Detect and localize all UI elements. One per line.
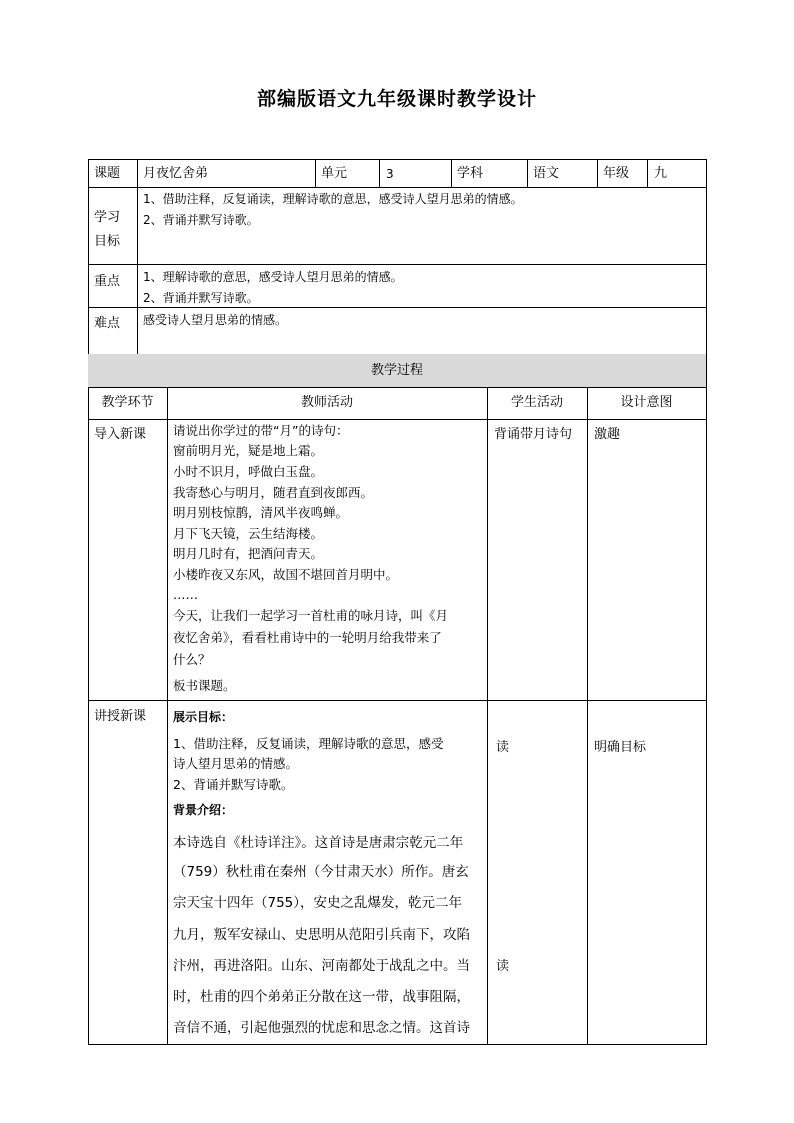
- unit-value: 3: [386, 167, 394, 181]
- teacher-line: 月下飞天镜，云生结海楼。: [173, 526, 324, 541]
- table-rule: [88, 264, 707, 265]
- lesson-student: 读: [496, 740, 510, 755]
- table-rule: [88, 387, 707, 388]
- teacher-line: 请说出你学过的带“月”的诗句：: [173, 423, 349, 438]
- topic-value: 月夜忆舍弟: [143, 166, 209, 181]
- background-title: 背景介绍：: [173, 803, 234, 817]
- goals-label: 学习: [94, 210, 121, 225]
- topic-label: 课题: [94, 166, 121, 181]
- goal-line: 1、借助注释，反复诵读，理解诗歌的意思，感受诗人望月思弟的情感。: [143, 192, 523, 206]
- teacher-line: 小时不识月，呼做白玉盘。: [173, 464, 324, 479]
- teacher-line: 窗前明月光，疑是地上霜。: [173, 443, 324, 458]
- table-rule: [647, 159, 648, 187]
- show-goal-title: 展示目标：: [173, 710, 234, 724]
- teacher-line: ……: [173, 587, 198, 602]
- table-rule: [315, 159, 316, 187]
- background-line: 音信不通，引起他强烈的忧虑和思念之情。这首诗: [173, 1020, 470, 1036]
- table-rule: [587, 387, 588, 1045]
- intro-intent: 激趣: [594, 427, 621, 442]
- teacher-line: 什么？: [173, 652, 211, 667]
- subject-label: 学科: [457, 166, 484, 181]
- header-teacher: 教师活动: [300, 395, 353, 410]
- lesson-student: 读: [496, 959, 510, 974]
- grade-label: 年级: [603, 166, 630, 181]
- document-title: 部编版语文九年级课时教学设计: [256, 88, 537, 110]
- goal-line: 2、背诵并默写诗歌。: [173, 777, 294, 792]
- table-rule: [706, 159, 707, 1045]
- lesson-intent: 明确目标: [594, 740, 647, 755]
- teacher-line: 夜忆舍弟》，看看杜甫诗中的一轮明月给我带来了: [173, 630, 442, 645]
- difficult-line: 感受诗人望月思弟的情感。: [143, 313, 288, 327]
- lesson-step: 讲授新课: [94, 709, 147, 724]
- grade-value: 九: [654, 166, 668, 181]
- goal-line: 2、背诵并默写诗歌。: [143, 213, 259, 227]
- table-rule: [167, 387, 168, 1045]
- background-line: 汴州，再进洛阳。山东、河南都处于战乱之中。当: [173, 958, 470, 974]
- table-rule: [487, 387, 488, 1045]
- header-intent: 设计意图: [620, 395, 673, 410]
- table-rule: [88, 419, 707, 420]
- goals-label: 目标: [94, 234, 121, 249]
- table-rule: [88, 159, 89, 1045]
- teacher-line: 小楼昨夜又东风，故国不堪回首月明中。: [173, 567, 399, 582]
- table-rule: [379, 159, 380, 187]
- goal-line: 诗人望月思弟的情感。: [173, 756, 299, 771]
- background-line: （759）秋杜甫在秦州（今甘肃天水）所作。唐玄: [173, 864, 469, 880]
- background-line: 本诗选自《杜诗详注》。这首诗是唐肃宗乾元二年: [173, 835, 464, 851]
- key-line: 1、理解诗歌的意思，感受诗人望月思弟的情感。: [143, 270, 403, 284]
- unit-label: 单元: [321, 166, 348, 181]
- background-line: 宗天宝十四年（755），安史之乱爆发，乾元二年: [173, 895, 463, 911]
- header-step: 教学环节: [101, 395, 154, 410]
- table-rule: [527, 159, 528, 187]
- key-label: 重点: [94, 274, 121, 289]
- intro-step: 导入新课: [94, 427, 147, 442]
- table-rule: [451, 159, 452, 187]
- background-line: 时，杜甫的四个弟弟正分散在这一带，战事阻隔，: [173, 989, 470, 1005]
- teacher-line: 明月别枝惊鹊，清风半夜鸣蝉。: [173, 505, 349, 520]
- teacher-line: 我寄愁心与明月，随君直到夜郎西。: [173, 485, 374, 500]
- teacher-line: 明月几时有，把酒问青天。: [173, 546, 324, 561]
- subject-value: 语文: [533, 166, 560, 181]
- table-rule: [88, 187, 707, 188]
- table-rule: [88, 1044, 707, 1045]
- table-rule: [137, 159, 138, 354]
- table-rule: [88, 159, 707, 160]
- table-rule: [597, 159, 598, 187]
- background-line: 九月，叛军安禄山、史思明从范阳引兵南下，攻陷: [173, 927, 470, 943]
- difficult-label: 难点: [94, 316, 121, 331]
- table-rule: [88, 700, 707, 701]
- goal-line: 1、借助注释，反复诵读，理解诗歌的意思，感受: [173, 736, 444, 751]
- teacher-line: 板书课题。: [173, 678, 236, 693]
- teacher-line: 今天，让我们一起学习一首杜甫的咏月诗，叫《月: [173, 608, 449, 623]
- intro-student: 背诵带月诗句: [494, 427, 573, 442]
- process-band-title: 教学过程: [370, 363, 423, 378]
- key-line: 2、背诵并默写诗歌。: [143, 291, 259, 305]
- header-student: 学生活动: [510, 395, 563, 410]
